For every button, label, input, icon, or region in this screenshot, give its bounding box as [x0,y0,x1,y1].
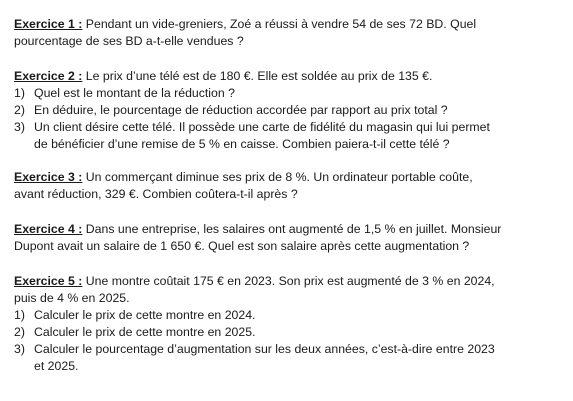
exercise-5-question-1 [14,307,495,324]
question-text: En déduire, le pourcentage de réduction accordée par rapport au prix total ? [34,103,448,117]
question-number: 1) [14,86,25,100]
question-text: Quel est le montant de la réduction ? [34,86,235,100]
exercise-1-text-2: pourcentage de ses BD a-t-elle vendues ? [14,34,244,48]
exercise-2-intro: Le prix d’une télé est de 180 €. Elle est soldée au prix de 135 €. [82,69,433,83]
exercise-4-text-2: Dupont avait un salaire de 1 650 €. Quel est son salaire après cette augmentation ? [14,239,470,253]
exercise-1-line-1 [14,16,476,33]
question-text-continued: de bénéficier d’une remise de 5 % en caisse. Combien paiera-t-il cette télé ? [34,137,450,151]
question-number: 2) [14,103,25,117]
question-text: Calculer le prix de cette montre en 2024. [34,308,256,322]
exercise-1-title: Exercice 1 : [14,17,83,31]
exercise-1-text-1: Pendant un vide-greniers, Zoé a réussi à vendre 54 de ses 72 BD. Quel [82,17,477,31]
exercise-2 [14,68,490,153]
exercise-3-text-1: Un commerçant diminue ses prix de 8 %. Un ordinateur portable coûte, [82,170,473,184]
question-text: Un client désire cette télé. Il possède une carte de fidélité du magasin qui lui permet [34,120,490,134]
question-number: 2) [14,325,25,339]
question-text-continued: et 2025. [34,359,79,373]
question-text: Calculer le prix de cette montre en 2025. [34,325,256,339]
exercise-3-text-2: avant réduction, 329 €. Combien coûtera-t-il après ? [14,187,298,201]
exercise-4 [14,221,501,255]
exercise-5-line-1 [14,273,495,290]
exercise-1 [14,16,476,50]
exercise-2-question-3 [14,119,490,136]
exercise-2-question-1 [14,85,490,102]
exercise-3-line-1 [14,169,473,186]
exercise-5-text-1: Une montre coûtait 175 € en 2023. Son prix est augmenté de 3 % en 2024, [82,274,495,288]
exercise-4-title: Exercice 4 : [14,222,83,236]
exercise-4-line-1 [14,221,501,238]
exercise-5-text-2: puis de 4 % en 2025. [14,291,130,305]
exercise-2-title: Exercice 2 : [14,69,83,83]
exercise-2-question-2 [14,102,490,119]
exercise-2-intro-line [14,68,490,85]
question-number: 3) [14,342,25,356]
question-number: 1) [14,308,25,322]
exercise-3 [14,169,473,203]
exercise-5-question-2 [14,324,495,341]
question-number: 3) [14,120,25,134]
exercise-5 [14,273,495,375]
exercise-5-question-3 [14,341,495,358]
question-text: Calculer le pourcentage d’augmentation sur les deux années, c’est-à-dire entre 2023 [34,342,495,356]
exercise-3-title: Exercice 3 : [14,170,83,184]
exercise-4-text-1: Dans une entreprise, les salaires ont augmenté de 1,5 % en juillet. Monsieur [82,222,502,236]
exercise-5-title: Exercice 5 : [14,274,83,288]
